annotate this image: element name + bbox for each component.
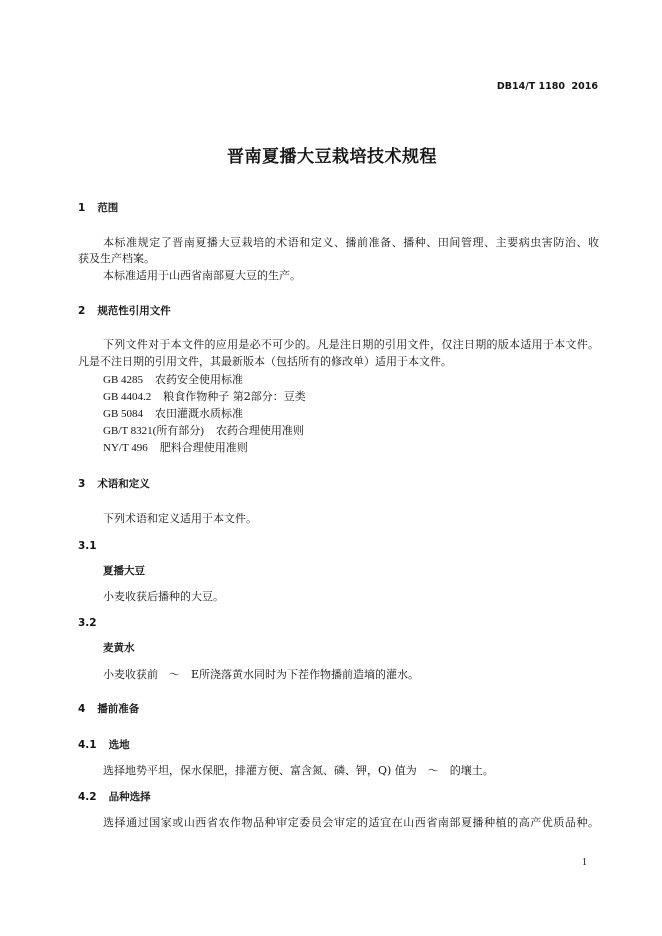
reference-code: NY/T 496 (103, 442, 148, 454)
section-title: 播前准备 (97, 703, 140, 715)
paragraph-line: 获及生产档案。 (78, 252, 155, 265)
section-number: 4 (78, 703, 86, 715)
reference-item (103, 407, 243, 421)
paragraph: 本标准适用于山西省南部夏大豆的生产。 (103, 269, 301, 282)
reference-title: 农田灌溉水质标准 (155, 407, 244, 420)
subsection-heading-4-1 (78, 738, 130, 752)
reference-title: 农药合理使用准则 (215, 424, 304, 437)
paragraph-line: 凡是不注日期的引用文件，其最新版本（包括所有的修改单）适用于本文件。 (78, 355, 452, 368)
term-number: 3.2 (78, 617, 97, 629)
section-heading-2 (78, 304, 171, 318)
section-heading-1 (78, 201, 118, 215)
reference-item (103, 373, 243, 387)
term-name: 麦黄水 (103, 642, 135, 654)
subsection-number: 4.2 (78, 791, 97, 803)
reference-item (103, 441, 248, 455)
reference-title: 粮食作物种子 第2部分：豆类 (163, 390, 306, 403)
reference-item (103, 424, 304, 438)
subsection-title: 选地 (108, 739, 130, 751)
subsection-title: 品种选择 (108, 791, 151, 803)
paragraph: 下列术语和定义适用于本文件。 (103, 512, 257, 525)
document-title: 晋南夏播大豆栽培技术规程 (227, 147, 437, 167)
paragraph-line: 下列文件对于本文件的应用是必不可少的。凡是注日期的引用文件，仅注日期的版本适用于本文件。 (103, 338, 599, 351)
paragraph: 选择地势平坦，保水保肥，排灌方便、富含氮、磷、钾，Q) 值为 ～ 的壤土。 (103, 764, 494, 777)
reference-code: GB/T 8321(所有部分) (103, 425, 204, 437)
section-title: 规范性引用文件 (97, 305, 171, 317)
document-code: DB14/T 1180 2016 (496, 81, 598, 92)
paragraph: 选择通过国家或山西省农作物品种审定委员会审定的适宜在山西省南部夏播种植的高产优质品种。 (103, 816, 599, 829)
reference-code: GB 4285 (103, 374, 144, 386)
reference-title: 肥料合理使用准则 (159, 441, 248, 454)
reference-code: GB 5084 (103, 408, 144, 420)
section-number: 1 (78, 202, 86, 214)
section-number: 2 (78, 305, 86, 317)
section-heading-4 (78, 702, 139, 716)
reference-title: 农药安全使用标准 (155, 373, 244, 386)
section-title: 术语和定义 (97, 478, 150, 490)
reference-code: GB 4404.2 (103, 391, 152, 403)
term-name: 夏播大豆 (103, 565, 145, 577)
reference-item (103, 390, 306, 404)
section-title: 范围 (97, 202, 119, 214)
section-number: 3 (78, 478, 86, 490)
term-number: 3.1 (78, 540, 97, 552)
paragraph-line: 本标准规定了晋南夏播大豆栽培的术语和定义、播前准备、播种、田间管理、主要病虫害防治、收 (103, 236, 599, 249)
term-definition: 小麦收获后播种的大豆。 (103, 590, 224, 603)
section-heading-3 (78, 477, 150, 491)
subsection-number: 4.1 (78, 739, 97, 751)
subsection-heading-4-2 (78, 790, 151, 804)
page-number: 1 (582, 857, 587, 868)
term-definition: 小麦收获前 ～ E所浇落黄水同时为下茬作物播前造墒的灌水。 (103, 668, 420, 681)
